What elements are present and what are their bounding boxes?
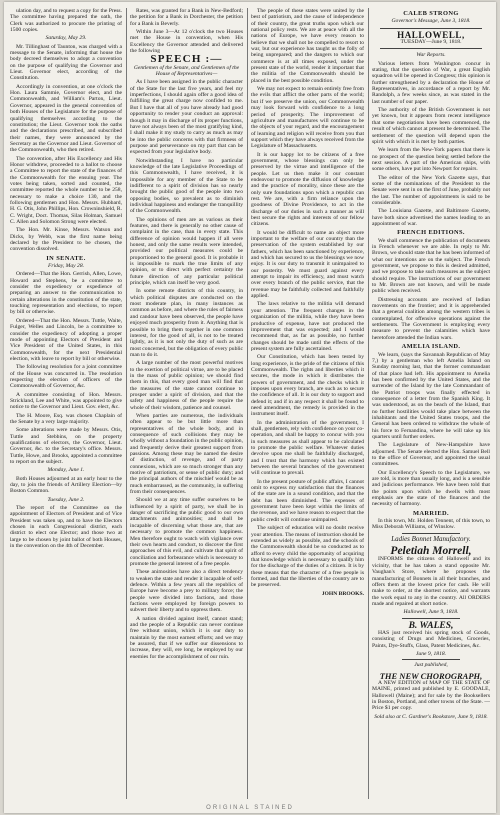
paragraph: We learn, (says the Savannah Republican of May 7,) by a gentleman who left Amelia Island on Sunday morning last, that the former commandant of that place had left. His appointment to Amelia has been confirmed by the United States, and the surrender of the Island by the late Commandant of the Patriot troops was finally effected in consequence of a letter from the Spanish King. It was understood, as on the beach of the Island, that no further hostilities would take place between the inhabitants and the United States troops, and the General has been ordered to withdraw the whole of his force to Fernandina, where he will take up his quarters until further orders. [372, 351, 490, 440]
paragraph: Both Houses adjourned at an early hour to the day, to join the friends of Artillery Election—by Boston Common. [10, 475, 122, 495]
footer-stamp: ORIGINAL STAINED [206, 805, 294, 811]
ad-date: Hallowell, June 9, 1818. [403, 609, 459, 616]
ad-text: A NEW EDITION of MAP OF THE STATE OF MAINE, printed and published by E. GOODALE, Hallowell (Maine); and for sale by the Booksellers in Boston, Portland, and other towns of the State. — Price $1 per copy. [372, 679, 490, 712]
top-notice-title: CALEB STRONG [403, 10, 459, 17]
paragraph: Accordingly in convention, at one o'clock the Hon. Laura Sammie, Governor elect, and the Commonwealth, and William's Parton, Lieut. Governor, appeared in the general convention of both Houses of the Legislature for the purpose of qualifying themselves according to the constitution; the Lieut. Governor took the oaths and the declarations prescribed, and subscribed their names, they were announced by the Secretary as the Governor and Lieut. Governor of the Commonwealth, who then retired. [10, 83, 122, 154]
paragraph: When parties are numerous, the individuals often appear to be but little more than representatives of the whole body, and in consequence of such collisions they may be wholly without a foundation in the public opinion, and frequently derive their greatest support from passions. Among these may be named the desire of distinction, of revenge, and of party connexions, which are so much stronger than any motive of patriotism, or sense of public duty; and the principal authors of the mischief would be as much embarrassed, as the community, in suffering from their consequences. [130, 412, 243, 496]
speech-salutation: Gentlemen of the Senate, and Gentlemen of the House of Representatives— [133, 64, 240, 78]
section-heading-amelia: AMELIA ISLAND. [401, 343, 461, 351]
section-heading-war: War Reports. [416, 52, 446, 59]
column-4 [372, 8, 490, 799]
ad-title-chorograph: THE NEW CHOROGRAPH, [379, 670, 483, 681]
paragraph: We shall commence the publication of documents in French whenever we are able. In reply to Mr. Brown, we should state that he has been informed of what our intentions are on the subject. The French government, we propose to this is desired admitted, and we propose to take such measures as the subject should require. The instructions of our government to Mr. Brown are not known, and will be made public when received. [372, 237, 490, 295]
section-heading-french: FRENCH EDITIONS. [397, 229, 465, 237]
divider [402, 659, 460, 660]
paragraph: It would be difficult to name an object more important to the welfare of our country than the preservation of the system established by our fathers, which has been sanctioned by experience, and which has secured to us the blessings we now enjoy. It is our duty to transmit it unimpaired to our posterity. We must guard against every attempt to impair its efficiency, and must watch over every branch of the public service, that the revenue may be faithfully collected and faithfully applied. [251, 229, 364, 300]
divider [402, 618, 460, 619]
ad-intro: Just published, [414, 662, 448, 669]
ad-text: HAS just received his spring stock of Goods, consisting of Drugs and Medicines, Groceries, Paints, Dye-Stuffs, Glass, Patent Medicines, &c. [372, 629, 490, 649]
paragraph: In the present posture of public affairs, I cannot omit to express my satisfaction that the finances of the state are in a sound condition, and that the debt has been diminished. The expenses of government have been kept within the limits of the revenue, and we have reason to expect that the public credit will continue unimpaired. [251, 478, 364, 523]
paragraph: The convention, after His Excellency and His Honor withdrew, proceeded to a ballot to choose a Committee to report the state of the finances of the Commonwealth for the ensuing year. The votes being taken, sorted and counted, the committee reported the whole number to be 258, necessary to make a choice 130, and the following gentlemen and Hon. Messrs. Hubbard, H. G. Otis, John Phillips, Hon. Crowninshield, R. C. Wright, Doct. Thomas, Silas Holman, Samuel C. Allen and Solomon Strong were elected. [10, 155, 122, 225]
column-3 [251, 8, 364, 799]
paragraph: Distressing accounts are received of Indian movements on the frontier; and it is apprehended that a general coalition among the western tribes is contemplated, for offensive operations against the settlements. The Government is employing every measure to prevent the calamities which have heretofore attended the Indian wars. [372, 296, 490, 341]
divider [380, 48, 482, 49]
paragraph: Should we at any time suffer ourselves to be influenced by a spirit of party, we shall be in danger of sacrificing the public good to our own attachments and animosities; and shall be incapable of discerning what those are, that are necessary to promote the common happiness. Men therefore ought to watch with vigilance over their own hearts and conduct, to discover the first approaches of this evil, and cultivate that spirit of conciliation and forbearance which is necessary to promote the general interest of a free people. [130, 497, 243, 567]
date-heading: Saturday, May 29. [45, 35, 87, 42]
ad-title-morrell: Peletiah Morrell, [390, 545, 472, 558]
masthead: HALLOWELL, [397, 29, 465, 40]
column-divider [247, 8, 248, 799]
ad-date: June 9, 1818. [415, 650, 447, 657]
paragraph: The opinions of men are as various as their features, and there is generally no other cause of complaint in the case, than in every state. This difference of opinion would happen if all were honest, and only the same results were intended, provided our political measures could be proportioned to the general good. It is probable it is impossible to mark the true limits of any opinion, or to direct with perfect certainty the future direction of any particular political principle, which can itself be very good. [130, 216, 243, 287]
dateline: TUESDAY—June 9, 1818. [400, 39, 462, 46]
date-heading: Tuesday, June 2. [47, 496, 85, 503]
ad-text: INFORMS the citizens of Hallowell and its vicinity, that he has taken a stand opposite Mr. Vaughan's Store, where he proposes the manufacturing of Bonnets in all their branches, and offers them at the lowest price for cash. He will make to order, at the shortest notice, and warrants the work equal to any in the country. All ORDERS made and repaired at short notice. [372, 556, 490, 607]
paragraph: Notwithstanding I have no particular knowledge of the late Legislative Proceedings of this Commonwealth, I have received, it is impossible for any member of the State to be indifferent to a spirit of division has so nearly brought the public good of the people into two opposing bodies, so prevalent as to diminish individual happiness and endanger the tranquillity of the Commonwealth. [130, 157, 243, 215]
ad-title-wales: B. WALES, [408, 620, 454, 631]
paragraph: Our Excellency's Speech to the Legislature, we are told, is more than usually long, and is a sensible and judicious performance. We have been told that the points upon which he dwells with most emphasis are the state of the finances and the necessity of harmony. [372, 469, 490, 508]
paragraph: Mr. Tillinghast of Taunton, was charged with a message to the Senate, informing that house the body decreed themselves to adopt a convention on the purpose of qualifying the Governor and Lieut. Governor elect, according of the Constitution. [10, 43, 122, 82]
paragraph: The editor of the New York Gazette says, that some of the nominations of the President to the Senate were sent in on the first of June, probably not the last. The number of appointments is said to be considerable. [372, 174, 490, 206]
paragraph: Rates, was granted for a Bank in New-Bedford; the petition for a Bank in Dorchester, the petition for a Bank in Beverly. [130, 8, 243, 27]
newspaper-page [4, 2, 496, 813]
speech-signature: JOHN BROOKS. [321, 590, 364, 597]
paragraph: We learn from the New-York papers that there is no prospect of the question being settled before the next session. A part of the American ships, with some others, have put into Newport for repairs. [372, 147, 490, 173]
section-heading-senate: IN SENATE. [46, 254, 86, 262]
paragraph: Our Constitution, which has been tested by long experience, is the pride of the citizens of this Commonwealth. The rights and liberties which it secures, the mode in which it distributes the powers of government, and the checks which it imposes upon every branch, are such as to secure the confidence of all. It is our duty to support and defend it; and if in any respect it shall be found to need amendment, the remedy is provided in the instrument itself. [251, 354, 364, 418]
column-1 [10, 8, 122, 799]
divider [402, 533, 460, 534]
column-divider [368, 8, 369, 799]
paragraph: We may not expect to remain entirely free from the evils that afflict the other parts of the world; but if we preserve the union, our Commonwealth may look forward with confidence to a long period of prosperity. The improvement of agriculture and manufactures will continue to be the objects of your regard, and the encouragement of learning and religion will receive from you that support which they have always received from the Legislature of Massachusetts. [251, 86, 364, 150]
column-divider [126, 8, 127, 799]
paragraph: ulation day, and to request a copy for the Press. The committee having prepared the oath, the Clerk was authorized to procure the printing of 1500 copies. [10, 8, 122, 34]
paragraph: The Louisiana Gazette, and Baltimore Gazette, have both since advertised the names leading to an appointment of war. [372, 208, 490, 227]
date-heading: Monday, June 1. [47, 467, 85, 474]
paragraph: The people of these states were united by the best of patriotism, and the cause of independence of their country, the great truths upon which our national policy rests. We are at peace with all the nations of Europe, we have every reason to believe that we shall not be compelled to resort to war, but our experience has taught us the folly of being unprepared; and the dangers to which our commerce is at all times exposed, under the present state of the world, render it important that the militia of the Commonwealth should be placed in the best possible condition. [251, 8, 364, 84]
paragraph: The subject of education will no doubt receive your attention. The means of instruction should be extended as widely as possible, and the schools of the Commonwealth should be so conducted as to afford to every child the opportunity of acquiring that knowledge which is necessary to qualify him for the discharge of the duties of a citizen. It is by these means that the character of a free people is formed, and that the liberties of the country are to be preserved. [251, 525, 364, 589]
paragraph: Various letters from Washington concur in stating, that the question of War, a great English squadron will be opened in Congress; this opinion is further strengthened by a declaration the House of Representatives, in accordance of a report by Mr. Randolph, a few weeks since, as was stated in the last number of our paper. [372, 60, 490, 105]
paragraph: It is our happy lot to be citizens of a free government, whose blessings can only be preserved by the virtue and intelligence of the people. Let us then make it our constant endeavour to promote the diffusion of knowledge and the practice of morality, since these are the only sure foundations upon which a republic can rest. We are, with a firm reliance upon the goodness of Divine Providence, to act in the discharge of our duties in such a manner as will best secure the rights and interests of our fellow citizens. [251, 151, 364, 228]
paragraph: These animosities have also a direct tendency to weaken the state and render it incapable of self-defence. Within a few years all the republics of Europe have become a prey to military force; the people were divided into factions, and those factions were employed by foreign powers to subvert their liberty and to oppress them. [130, 569, 243, 614]
divider [380, 28, 482, 29]
paragraph: The laws relative to the militia will demand your attention. The frequent changes in the organization of the militia, while they have been productive of expense, have not produced the improvement that was expected; and I would recommend that, as far as possible, no further changes should be made until the effects of the present system are fully ascertained. [251, 301, 364, 352]
paragraph: The report of the Committee on the appointment of Electors of President and of Vice President was taken up, and to have the Electors chosen in each Congressional district, each district to elect one Elector; and those two at large to be chosen by joint ballot of both Houses, in the convention on the 4th of December. [10, 505, 122, 550]
section-heading-married: MARRIED. [412, 509, 450, 517]
paragraph: The following resolution for a joint committee of the House was concurred in. The resolution respecting the election of officers of the Commonwealth of Governor, &c. [10, 364, 122, 390]
speech-heading: SPEECH :— [150, 53, 223, 66]
ad-date: Sold also at C. Gardner's Bookstore, June 9, 1818. [374, 713, 488, 720]
paragraph: A nation divided against itself, cannot stand; and the people of a Republic can never continue free without union, which it is our duty to maintain by the most earnest efforts; and we may be assured, that if we suffer our dissensions to increase, they will, ere long, be employed by our enemies for the accomplishment of our ruin. [130, 615, 243, 660]
paragraph: A committee consisting of Hon. Messrs. Strickland, Lee and White, was appointed to give notice to the Governor and Lieut. Gov. elect, &c. [10, 391, 122, 411]
paragraph: Within June 3—At 12 o'clock the two Houses met the House in convention, when His Excellency the Governor attended and delivered the following [130, 29, 243, 55]
paragraph: Ordered—That the Hon. Messrs. Tuttle, Waite, Fulger, Welles and Lincoln, be a committee to consider the expediency of adopting a proper mode of appointing Electors of President and Vice President of the United States, in this Commonwealth, for the next Presidential election, with leave to report by bill or otherwise. [10, 317, 122, 362]
paragraph: Ordered—That the Hon. Gerrish, Allen, Lowe, Howard and Stephens, be a committee to consider the expediency or expedience of preparing an answer to the communication to certain alterations in the constitution of the state, touching representation and elections, to report by bill or otherwise. [10, 271, 122, 316]
ad-heading-bonnets: Ladies Bonnet Manufactory. [391, 534, 471, 543]
paragraph: The Legislature of New-Hampshire have adjourned. The Senate elected the Hon. Samuel Bell to the office of Governor, and appointed the usual committees. [372, 442, 490, 468]
paragraph: The H. Moore, Esq. was chosen Chaplain of the Senate by a very large majority. [10, 412, 122, 425]
paragraph: In the administration of the government, I shall, gentlemen, rely with confidence on your co-operation, and shall be happy to concur with you in such measures as shall appear to be calculated to promote the public welfare. Whatever duties devolve upon me shall be faithfully discharged, and I trust that the harmony which has existed between the several branches of the government will continue to prevail. [251, 419, 364, 477]
column-2 [130, 8, 243, 799]
paragraph: Some alterations were made by Messrs. Otis, Tuttle and Stebbins, on the property qualifications of electors, the Governor, Lieut. Governor, &c. to the Secretary's office. Messrs. Tuttle, Howe, and Brooks, appointed a committee to report on the subject. [10, 427, 122, 466]
date-heading: Friday, May 28. [47, 263, 85, 270]
paragraph: In some remote districts of this country, in which political disputes are conducted on the most moderate plan, in many instances as common as before, and where the rules of fairness and candour have been observed, the people have enjoyed much prosperity from it. Anything that is possible to bring them together in one common interest, for the good of all, is not to be treated lightly, as it is not only the duty of such as are most concerned, but the obligation of every public man to do it. [130, 288, 243, 358]
paragraph: The Hon. Mr. Kinse, Messrs. Watson and Dicks, by Webb, was the first name being declared by the President to be chosen, the convention dissolved. [10, 227, 122, 253]
paragraph: In this town, Mr. Holden Tennent, of this town, to Miss Deborah Williams, of Winslow. [372, 518, 490, 531]
paragraph: The authority of the British Government is not yet known, but it appears from recent intelligence that some negotiations have been commenced, the result of which cannot at present be determined. The settlement of the question will depend upon the spirit with which it is met by both parties. [372, 107, 490, 145]
paragraph: A large number of the most powerful motives to the exertion of political virtue, are to be placed in the mass of public opinion; we should find them in this, that every good man will find that the measures of the state cannot continue to prosper under a spirit of division, and that the safety and happiness of the people require the whole of their wisdom, patience and counsel. [130, 360, 243, 411]
top-notice-sub: Governor's Message, June 3, 1818. [391, 18, 471, 25]
paragraph: As I have been assigned in the public character of the State for the last five years, and feel my imperfections, I should again offer a good idea of fulfilling the great charge now confided to me. But I have that all of you have already had good opportunity to render your conduct an approval: though it may in discharge of its proper functions, have not always been of the most gratifying kind, I shall make it my study to carry as much as may be into the public concerns with that firmness of purpose and perseverance on my part that can be expected from your legislative body. [130, 79, 243, 156]
